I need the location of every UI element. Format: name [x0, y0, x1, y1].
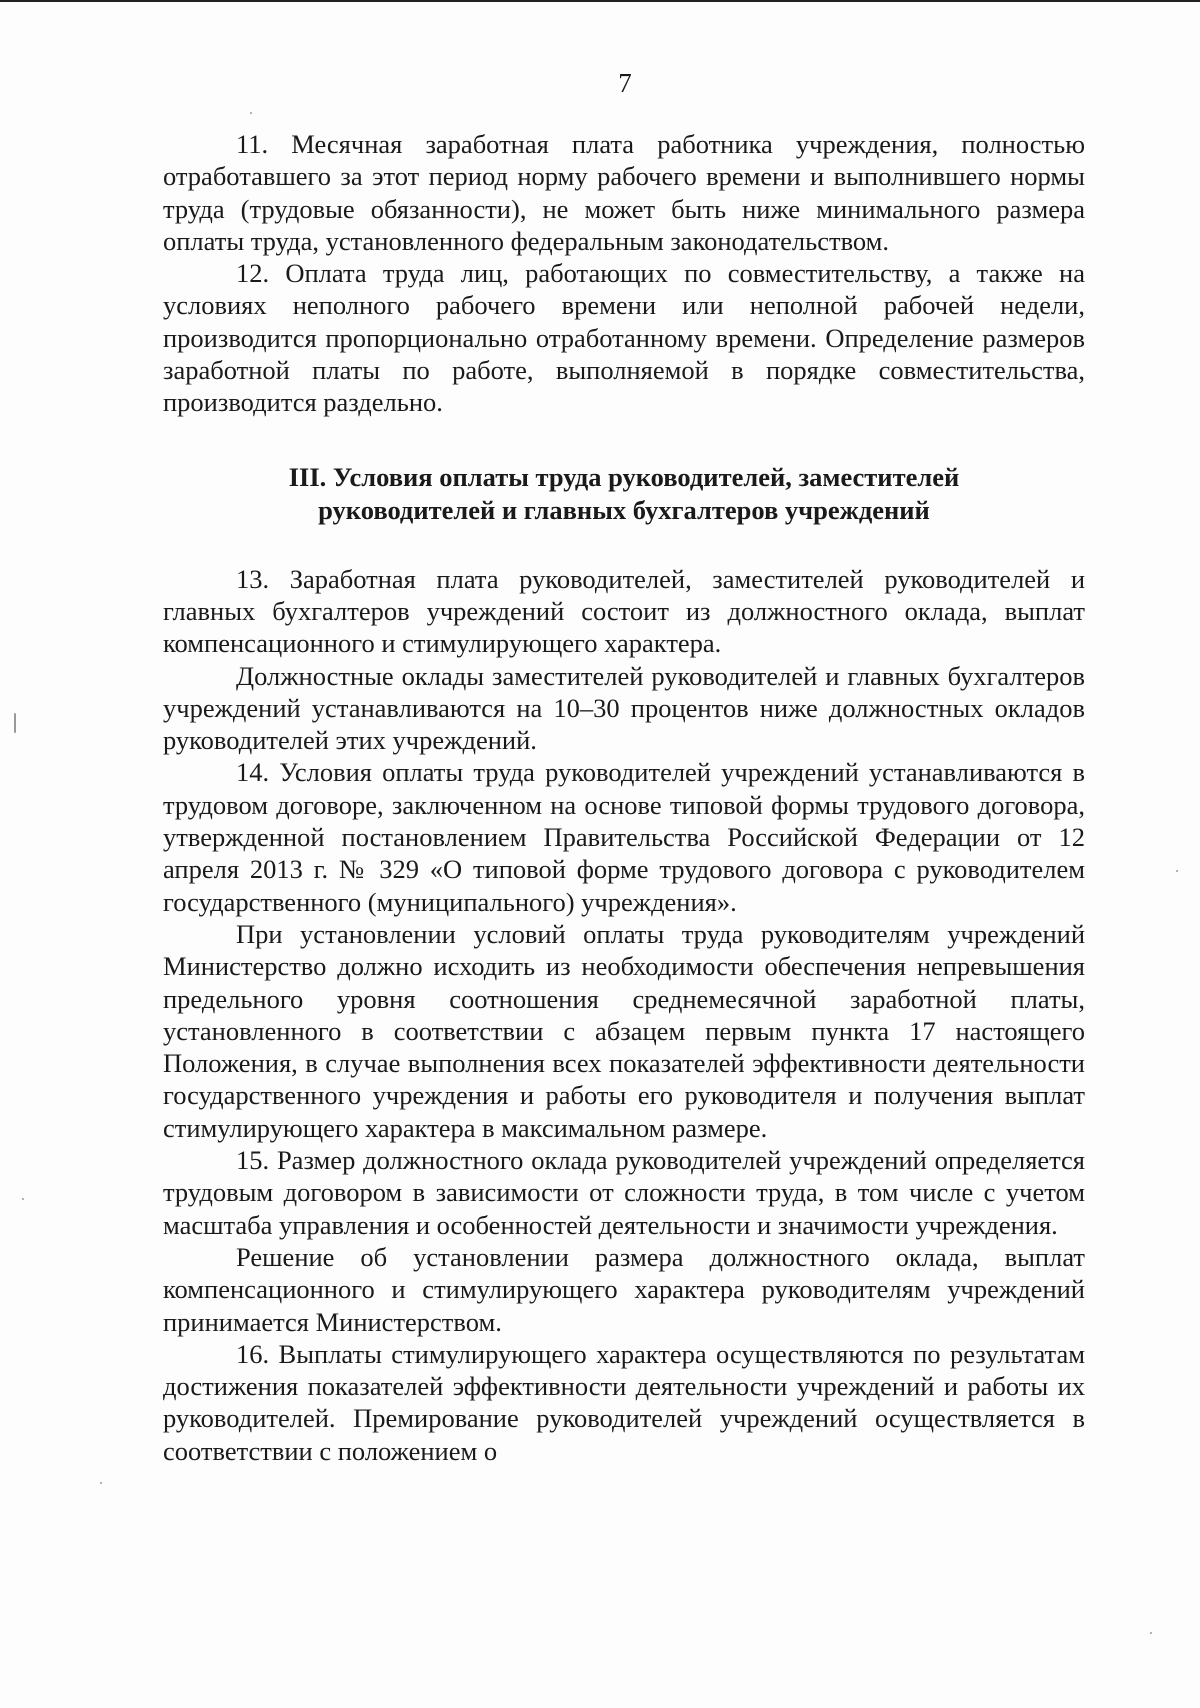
- paragraph-16: 16. Выплаты стимулирующего характера осуществляются по результатам достижения показателей эффективности деятельности учреждений и работы их руководителей. Премирование руководителей учреждений осуществляется в соответствии с положением о: [163, 1338, 1085, 1466]
- paragraph-15: 15. Размер должностного оклада руководителей учреждений определяется трудовым договором в зависимости от сложности труда, в том числе с учетом масштаба управления и особенностей деятельности и значимости учреждения.: [163, 1145, 1085, 1240]
- document-body: [163, 128, 1085, 1467]
- paragraph-13-deputy-salaries: Должностные оклады заместителей руководителей и главных бухгалтеров учреждений устанавливаются на 10–30 процентов ниже должностных окладов руководителей этих учреждений.: [163, 660, 1085, 756]
- page-number: 7: [618, 68, 632, 98]
- scan-speck: [22, 1198, 24, 1200]
- scan-speck: [100, 1482, 102, 1484]
- paragraph-14-ministry-conditions: При установлении условий оплаты труда руководителям учреждений Министерство должно исходить из необходимости обеспечения непревышения предельного уровня соотношения среднемесячной заработной платы, установленного в соответствии с абзацем первым пункта 17 настоящего Положения, в случае выполнения всех показателей эффективности деятельности государственного учреждения и работы его руководителя и получения выплат стимулирующего характера в максимальном размере.: [163, 918, 1085, 1143]
- section-heading: [163, 461, 1085, 527]
- top-edge-line: [0, 0, 1200, 2]
- paragraph-13: 13. Заработная плата руководителей, заместителей руководителей и главных бухгалтеров учреждений состоит из должностного оклада, выплат компенсационного и стимулирующего характера.: [163, 563, 1085, 659]
- scan-speck: [1176, 870, 1178, 872]
- section-heading-line-2: руководителей и главных бухгалтеров учреждений: [318, 494, 930, 525]
- scan-speck: [250, 112, 252, 114]
- paragraph-11: 11. Месячная заработная плата работника учреждения, полностью отработавшего за этот период норму рабочего времени и выполнившего нормы труда (трудовые обязанности), не может быть ниже минимального размера оплаты труда, установленного федеральным законодательством.: [163, 129, 1085, 256]
- scan-speck: [1150, 1632, 1152, 1634]
- paragraph-14: 14. Условия оплаты труда руководителей учреждений устанавливаются в трудовом договоре, заключенном на основе типовой формы трудового договора, утвержденной постановлением Правительства Российской Федерации от 12 апреля 2013 г. № 329 «О типовой форме трудового договора с руководителем государственного (муниципального) учреждения».: [163, 757, 1085, 917]
- section-heading-line-1: III. Условия оплаты труда руководителей, заместителей: [288, 461, 960, 492]
- scan-speck: [14, 713, 16, 733]
- paragraph-12: 12. Оплата труда лиц, работающих по совместительству, а также на условиях неполного рабочего времени или неполной рабочей недели, производится пропорционально отработанному времени. Определение размеров заработной платы по работе, выполняемой в порядке совместительства, производится раздельно.: [163, 258, 1085, 418]
- paragraph-15-decision: Решение об установлении размера должностного оклада, выплат компенсационного и стимулирующего характера руководителям учреждений принимается Министерством.: [163, 1241, 1085, 1337]
